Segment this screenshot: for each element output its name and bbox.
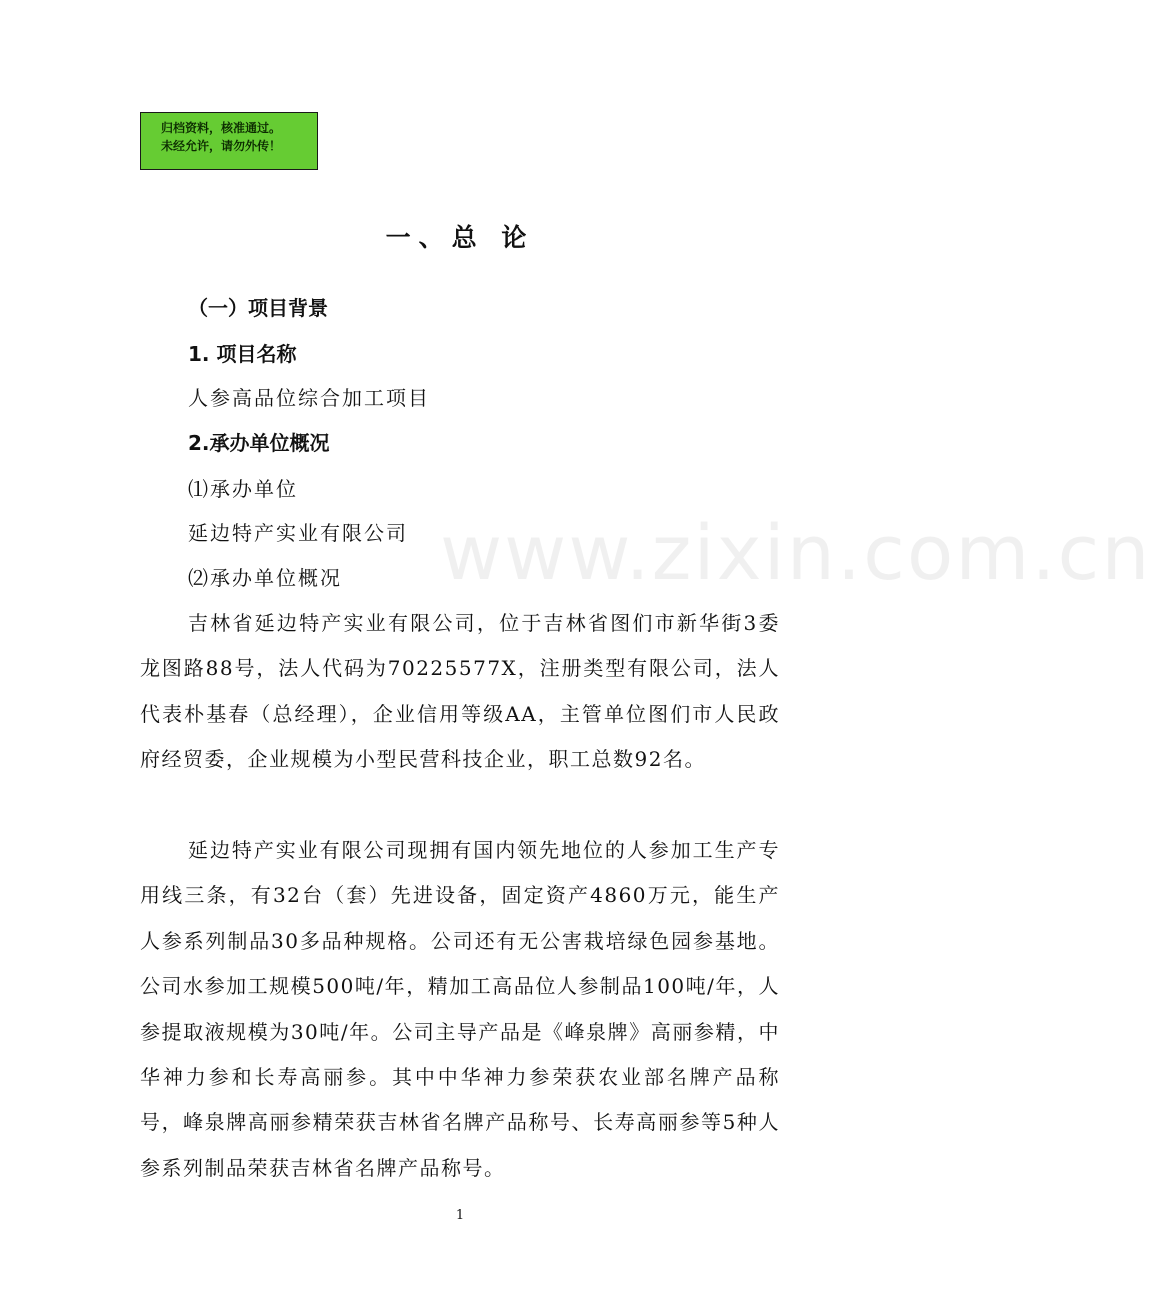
project-name: 人参高品位综合加工项目 [188,386,430,410]
paragraph-1: 吉林省延边特产实业有限公司，位于吉林省图们市新华街3委龙图路88号，法人代码为70225577X，注册类型有限公司，法人代表朴基春（总经理），企业信用等级AA，主管单位图们市人民政府经贸委，企业规模为小型民营科技企业，职工总数92名。 [140,611,780,772]
stamp-line-2: 未经允许，请勿外传！ [161,139,282,153]
sub2-label: ⑵承办单位概况 [188,566,342,590]
company-name: 延边特产实业有限公司 [188,521,408,545]
chapter-title: 一、总 论 [385,223,535,252]
watermark: www.zixin.com.cn [440,508,1152,597]
paragraph-2: 延边特产实业有限公司现拥有国内领先地位的人参加工生产专用线三条，有32台（套）先进设备，固定资产4860万元，能生产人参系列制品30多品种规格。公司还有无公害栽培绿色园参基地。公司水参加工规模500吨/年，精加工高品位人参制品100吨/年，人参提取液规模为30吨/年。公司主导产品是《峰泉牌》高丽参精，中华神力参和长寿高丽参。其中中华神力参荣获农业部名牌产品称号，峰泉牌高丽参精荣获吉林省名牌产品称号、长寿高丽参等5种人参系列制品荣获吉林省名牌产品称号。 [140,838,780,1180]
page-number: 1 [455,1208,465,1223]
section-heading: （一）项目背景 [188,296,328,320]
item2-heading: 2.承办单位概况 [188,431,330,455]
stamp-line-1: 归档资料，核准通过。 [161,121,282,135]
sub1-label: ⑴承办单位 [188,477,298,501]
item1-heading: 1. 项目名称 [188,342,297,366]
archive-stamp [140,112,318,170]
